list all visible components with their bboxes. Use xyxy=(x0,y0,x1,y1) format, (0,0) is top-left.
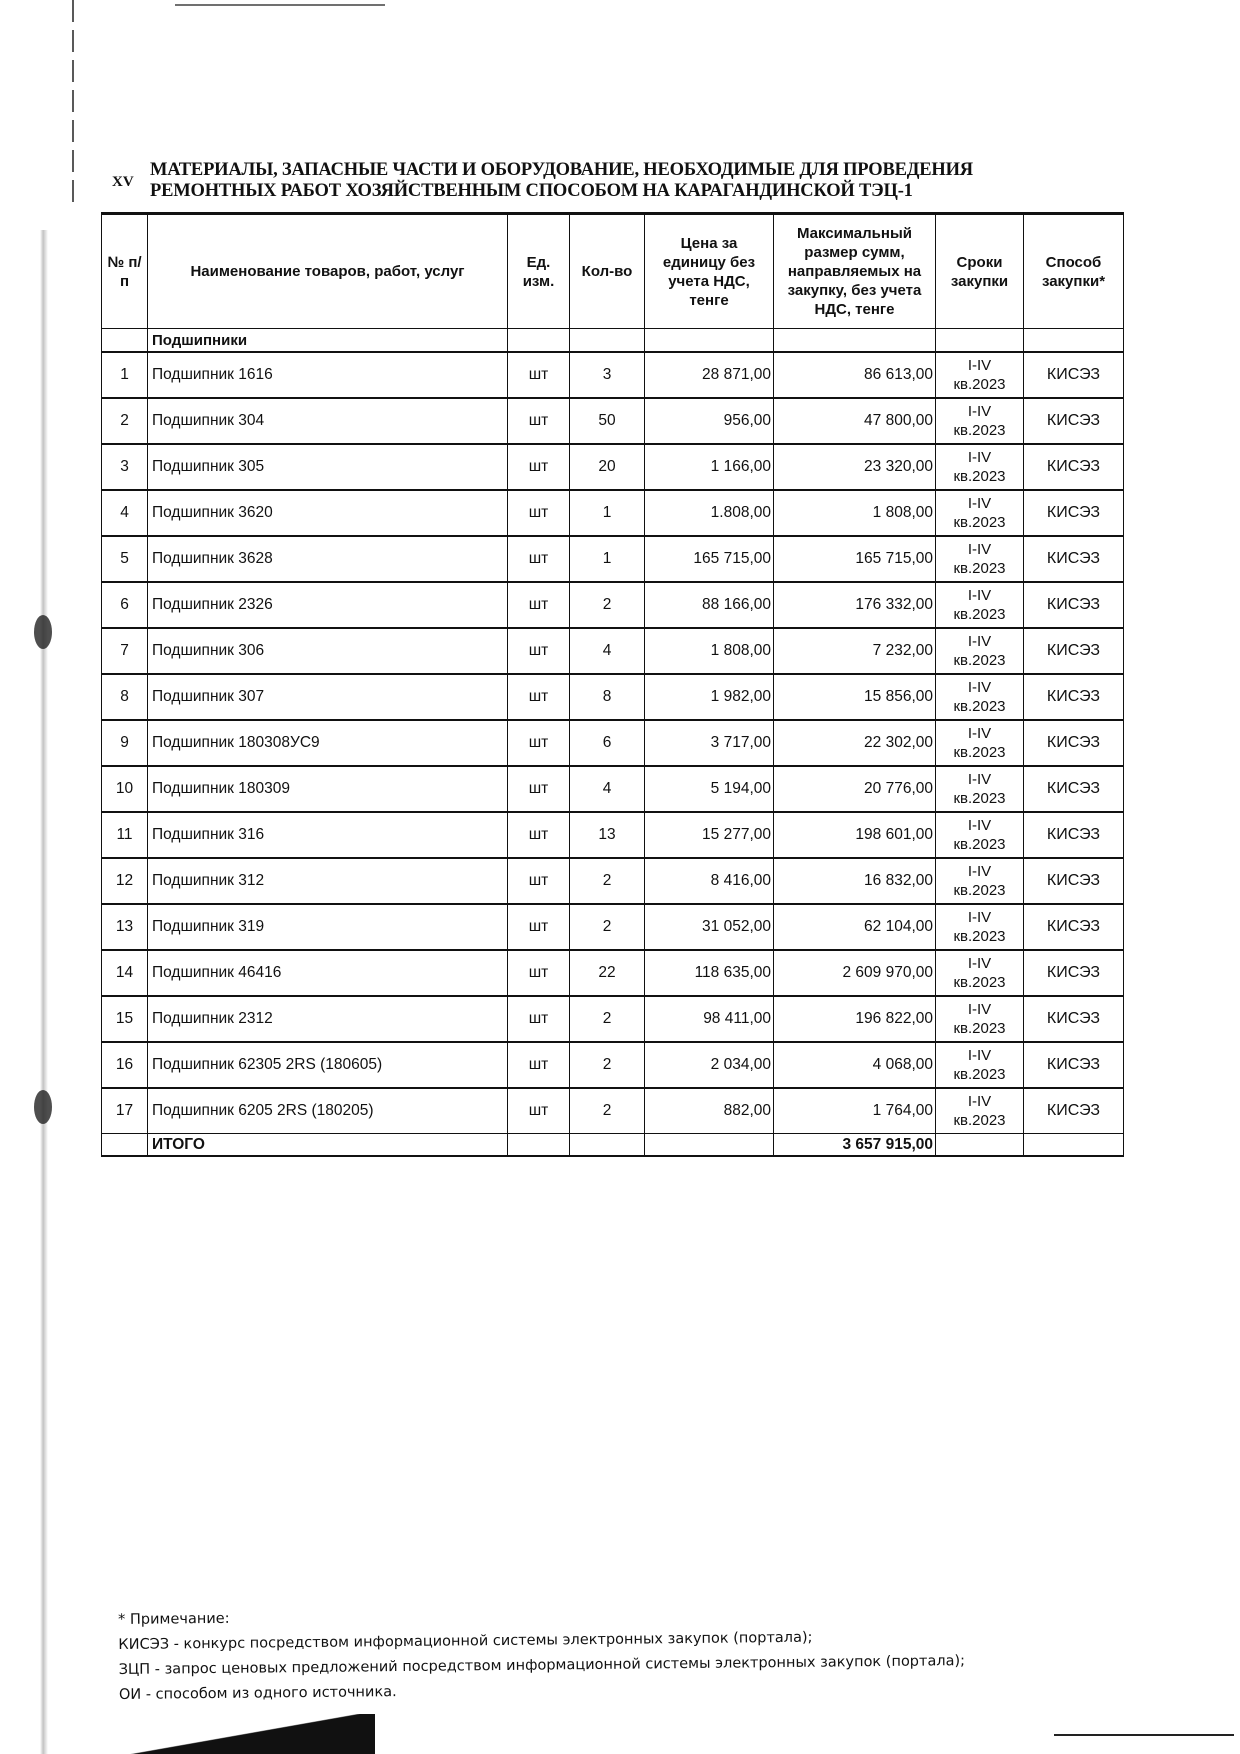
row-num: 3 xyxy=(102,444,148,490)
row-name: Подшипник 46416 xyxy=(148,950,508,996)
row-max-sum: 20 776,00 xyxy=(774,766,936,812)
table-row xyxy=(102,904,1124,950)
row-num: 9 xyxy=(102,720,148,766)
row-method: КИСЭЗ xyxy=(1024,536,1124,582)
row-unit: шт xyxy=(508,766,570,812)
row-qty: 2 xyxy=(570,582,645,628)
row-num: 17 xyxy=(102,1088,148,1134)
row-max-sum: 86 613,00 xyxy=(774,352,936,398)
row-name: Подшипник 304 xyxy=(148,398,508,444)
row-num: 16 xyxy=(102,1042,148,1088)
row-name: Подшипник 305 xyxy=(148,444,508,490)
row-unit: шт xyxy=(508,950,570,996)
footnote-line: ЗЦП - запрос ценовых предложений посредством информационной системы электронных закупок (портала); xyxy=(118,1653,966,1678)
row-method: КИСЭЗ xyxy=(1024,490,1124,536)
row-price: 8 416,00 xyxy=(645,858,774,904)
row-max-sum: 1 764,00 xyxy=(774,1088,936,1134)
row-num: 12 xyxy=(102,858,148,904)
row-method: КИСЭЗ xyxy=(1024,996,1124,1042)
total-value: 3 657 915,00 xyxy=(774,1134,936,1157)
scan-artifact-margin xyxy=(72,0,74,205)
row-unit: шт xyxy=(508,536,570,582)
row-qty: 50 xyxy=(570,398,645,444)
scan-artifact-top xyxy=(175,4,385,6)
footnote-heading: * Примечание: xyxy=(118,1610,230,1628)
row-price: 1 808,00 xyxy=(645,628,774,674)
row-term: I-IV кв.2023 xyxy=(936,1042,1024,1088)
table-header-row xyxy=(102,214,1124,329)
row-term: I-IV кв.2023 xyxy=(936,444,1024,490)
header-num: № п/п xyxy=(102,214,148,329)
row-qty: 2 xyxy=(570,1042,645,1088)
table-row xyxy=(102,490,1124,536)
row-price: 3 717,00 xyxy=(645,720,774,766)
row-num: 14 xyxy=(102,950,148,996)
row-price: 31 052,00 xyxy=(645,904,774,950)
punch-hole-icon xyxy=(34,615,52,649)
row-price: 2 034,00 xyxy=(645,1042,774,1088)
row-unit: шт xyxy=(508,858,570,904)
section-title-line1: МАТЕРИАЛЫ, ЗАПАСНЫЕ ЧАСТИ И ОБОРУДОВАНИЕ, НЕОБХОДИМЫЕ ДЛЯ ПРОВЕДЕНИЯ xyxy=(150,160,973,180)
row-num: 13 xyxy=(102,904,148,950)
row-term: I-IV кв.2023 xyxy=(936,720,1024,766)
footnote xyxy=(118,1599,965,1708)
row-term: I-IV кв.2023 xyxy=(936,766,1024,812)
row-qty: 1 xyxy=(570,536,645,582)
row-method: КИСЭЗ xyxy=(1024,812,1124,858)
row-unit: шт xyxy=(508,1088,570,1134)
row-unit: шт xyxy=(508,352,570,398)
row-term: I-IV кв.2023 xyxy=(936,904,1024,950)
row-max-sum: 15 856,00 xyxy=(774,674,936,720)
row-method: КИСЭЗ xyxy=(1024,1088,1124,1134)
total-row xyxy=(102,1134,1124,1157)
row-method: КИСЭЗ xyxy=(1024,444,1124,490)
section-number: XV xyxy=(112,174,134,190)
row-term: I-IV кв.2023 xyxy=(936,1088,1024,1134)
table-row xyxy=(102,536,1124,582)
table-row xyxy=(102,950,1124,996)
row-qty: 22 xyxy=(570,950,645,996)
table-row xyxy=(102,398,1124,444)
row-method: КИСЭЗ xyxy=(1024,950,1124,996)
row-name: Подшипник 3620 xyxy=(148,490,508,536)
row-name: Подшипник 2312 xyxy=(148,996,508,1042)
section-title-line2: РЕМОНТНЫХ РАБОТ ХОЗЯЙСТВЕННЫМ СПОСОБОМ НА КАРАГАНДИНСКОЙ ТЭЦ-1 xyxy=(150,181,913,201)
row-num: 5 xyxy=(102,536,148,582)
row-qty: 2 xyxy=(570,904,645,950)
table-row xyxy=(102,858,1124,904)
row-price: 882,00 xyxy=(645,1088,774,1134)
row-term: I-IV кв.2023 xyxy=(936,858,1024,904)
table-row xyxy=(102,1042,1124,1088)
row-name: Подшипник 180308УС9 xyxy=(148,720,508,766)
section-title xyxy=(150,160,973,202)
row-num: 10 xyxy=(102,766,148,812)
group-row xyxy=(102,329,1124,353)
row-method: КИСЭЗ xyxy=(1024,352,1124,398)
header-term: Сроки закупки xyxy=(936,214,1024,329)
row-method: КИСЭЗ xyxy=(1024,858,1124,904)
footnote-line: ОИ - способом из одного источника. xyxy=(118,1684,397,1703)
row-price: 165 715,00 xyxy=(645,536,774,582)
row-term: I-IV кв.2023 xyxy=(936,536,1024,582)
group-label: Подшипники xyxy=(148,329,508,353)
row-method: КИСЭЗ xyxy=(1024,582,1124,628)
row-qty: 1 xyxy=(570,490,645,536)
header-method: Способ закупки* xyxy=(1024,214,1124,329)
row-num: 15 xyxy=(102,996,148,1042)
row-method: КИСЭЗ xyxy=(1024,720,1124,766)
header-max-sum: Максимальный размер сумм, направляемых на закупку, без учета НДС, тенге xyxy=(774,214,936,329)
row-max-sum: 7 232,00 xyxy=(774,628,936,674)
row-max-sum: 1 808,00 xyxy=(774,490,936,536)
row-method: КИСЭЗ xyxy=(1024,674,1124,720)
row-name: Подшипник 1616 xyxy=(148,352,508,398)
table-row xyxy=(102,812,1124,858)
row-unit: шт xyxy=(508,812,570,858)
row-term: I-IV кв.2023 xyxy=(936,582,1024,628)
row-name: Подшипник 62305 2RS (180605) xyxy=(148,1042,508,1088)
table-row xyxy=(102,996,1124,1042)
row-max-sum: 22 302,00 xyxy=(774,720,936,766)
row-unit: шт xyxy=(508,1042,570,1088)
row-price: 28 871,00 xyxy=(645,352,774,398)
row-term: I-IV кв.2023 xyxy=(936,812,1024,858)
row-unit: шт xyxy=(508,674,570,720)
row-unit: шт xyxy=(508,444,570,490)
footnote-line: КИСЭЗ - конкурс посредством информационной системы электронных закупок (портала); xyxy=(118,1629,813,1653)
row-price: 118 635,00 xyxy=(645,950,774,996)
row-name: Подшипник 2326 xyxy=(148,582,508,628)
row-unit: шт xyxy=(508,582,570,628)
row-method: КИСЭЗ xyxy=(1024,766,1124,812)
table-row xyxy=(102,352,1124,398)
header-qty: Кол-во xyxy=(570,214,645,329)
row-qty: 6 xyxy=(570,720,645,766)
row-max-sum: 198 601,00 xyxy=(774,812,936,858)
row-name: Подшипник 3628 xyxy=(148,536,508,582)
row-num: 8 xyxy=(102,674,148,720)
row-max-sum: 176 332,00 xyxy=(774,582,936,628)
row-qty: 13 xyxy=(570,812,645,858)
table-row xyxy=(102,720,1124,766)
row-method: КИСЭЗ xyxy=(1024,398,1124,444)
row-method: КИСЭЗ xyxy=(1024,904,1124,950)
row-term: I-IV кв.2023 xyxy=(936,490,1024,536)
row-name: Подшипник 316 xyxy=(148,812,508,858)
row-max-sum: 165 715,00 xyxy=(774,536,936,582)
row-qty: 3 xyxy=(570,352,645,398)
row-qty: 4 xyxy=(570,766,645,812)
row-qty: 20 xyxy=(570,444,645,490)
header-unit: Ед. изм. xyxy=(508,214,570,329)
row-max-sum: 62 104,00 xyxy=(774,904,936,950)
row-method: КИСЭЗ xyxy=(1024,1042,1124,1088)
row-unit: шт xyxy=(508,904,570,950)
row-name: Подшипник 6205 2RS (180205) xyxy=(148,1088,508,1134)
row-name: Подшипник 312 xyxy=(148,858,508,904)
table-row xyxy=(102,1088,1124,1134)
procurement-table xyxy=(101,212,1124,1157)
row-max-sum: 2 609 970,00 xyxy=(774,950,936,996)
row-num: 7 xyxy=(102,628,148,674)
row-max-sum: 196 822,00 xyxy=(774,996,936,1042)
header-price: Цена за единицу без учета НДС, тенге xyxy=(645,214,774,329)
row-price: 1.808,00 xyxy=(645,490,774,536)
header-name: Наименование товаров, работ, услуг xyxy=(148,214,508,329)
punch-hole-icon xyxy=(34,1090,52,1124)
table-row xyxy=(102,444,1124,490)
row-name: Подшипник 307 xyxy=(148,674,508,720)
row-price: 1 166,00 xyxy=(645,444,774,490)
row-price: 98 411,00 xyxy=(645,996,774,1042)
total-label: ИТОГО xyxy=(148,1134,508,1157)
row-price: 88 166,00 xyxy=(645,582,774,628)
row-num: 6 xyxy=(102,582,148,628)
row-max-sum: 23 320,00 xyxy=(774,444,936,490)
row-price: 5 194,00 xyxy=(645,766,774,812)
row-qty: 8 xyxy=(570,674,645,720)
row-term: I-IV кв.2023 xyxy=(936,628,1024,674)
row-qty: 4 xyxy=(570,628,645,674)
row-unit: шт xyxy=(508,398,570,444)
table-row xyxy=(102,582,1124,628)
row-qty: 2 xyxy=(570,1088,645,1134)
row-price: 1 982,00 xyxy=(645,674,774,720)
row-term: I-IV кв.2023 xyxy=(936,674,1024,720)
table-row xyxy=(102,628,1124,674)
row-name: Подшипник 306 xyxy=(148,628,508,674)
row-unit: шт xyxy=(508,490,570,536)
row-num: 11 xyxy=(102,812,148,858)
row-unit: шт xyxy=(508,720,570,766)
row-price: 956,00 xyxy=(645,398,774,444)
table-row xyxy=(102,674,1124,720)
row-unit: шт xyxy=(508,628,570,674)
row-price: 15 277,00 xyxy=(645,812,774,858)
row-term: I-IV кв.2023 xyxy=(936,950,1024,996)
scan-artifact-edge xyxy=(40,230,48,1754)
row-num: 4 xyxy=(102,490,148,536)
row-qty: 2 xyxy=(570,996,645,1042)
row-term: I-IV кв.2023 xyxy=(936,352,1024,398)
row-max-sum: 16 832,00 xyxy=(774,858,936,904)
table-row xyxy=(102,766,1124,812)
scan-artifact-corner xyxy=(55,1714,375,1754)
row-max-sum: 4 068,00 xyxy=(774,1042,936,1088)
row-method: КИСЭЗ xyxy=(1024,628,1124,674)
row-term: I-IV кв.2023 xyxy=(936,996,1024,1042)
scan-artifact-bottom-right xyxy=(1054,1734,1234,1736)
row-name: Подшипник 180309 xyxy=(148,766,508,812)
row-num: 2 xyxy=(102,398,148,444)
row-max-sum: 47 800,00 xyxy=(774,398,936,444)
row-unit: шт xyxy=(508,996,570,1042)
row-name: Подшипник 319 xyxy=(148,904,508,950)
row-term: I-IV кв.2023 xyxy=(936,398,1024,444)
row-num: 1 xyxy=(102,352,148,398)
row-qty: 2 xyxy=(570,858,645,904)
